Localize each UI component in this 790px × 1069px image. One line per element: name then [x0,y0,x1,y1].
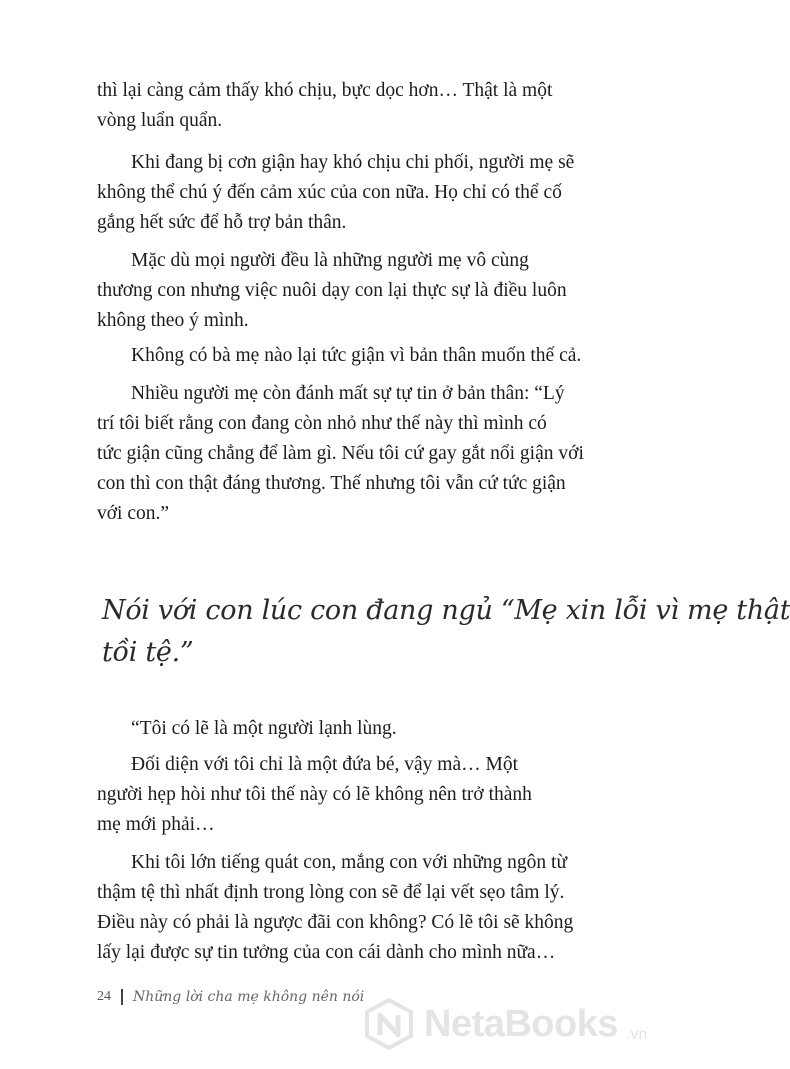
text-line: Điều này có phải là ngược đãi con không? Có lẽ tôi sẽ không [97,912,574,933]
text-line: tức giận cũng chẳng để làm gì. Nếu tôi cứ gay gắt nổi giận với [97,443,584,464]
text-line: không theo ý mình. [97,310,249,331]
paragraph-text [97,714,605,744]
paragraph [97,379,605,529]
paragraph-text [97,246,605,336]
text-line: vòng luẩn quẩn. [97,110,223,131]
paragraph-text [97,341,605,371]
book-title: Những lời cha mẹ không nên nói [133,989,365,1005]
text-line: Không có bà mẹ nào lại tức giận vì bản thân muốn thế cả. [131,345,582,366]
text-line: không thể chú ý đến cảm xúc của con nữa. Họ chỉ có thể cố [97,182,562,203]
page-number: 24 [97,989,111,1004]
text-line: thương con nhưng việc nuôi dạy con lại thực sự là điều luôn [97,280,567,301]
text-line: Khi đang bị cơn giận hay khó chịu chi phối, người mẹ sẽ [131,152,575,173]
paragraph-text [97,148,605,238]
text-line: Đối diện với tôi chỉ là một đứa bé, vậy mà… Một [131,754,518,775]
text-line: gắng hết sức để hỗ trợ bản thân. [97,212,347,233]
heading-line: tồi tệ.” [102,637,194,668]
text-line: Khi tôi lớn tiếng quát con, mắng con với những ngôn từ [131,852,568,873]
paragraph [97,750,605,840]
text-line: thậm tệ thì nhất định trong lòng con sẽ để lại vết sẹo tâm lý. [97,882,565,903]
text-line: trí tôi biết rằng con đang còn nhỏ như thế này thì mình có [97,413,547,434]
paragraph [97,341,605,371]
paragraph [97,714,605,744]
paragraph-text [97,76,605,136]
paragraph-text [97,848,605,968]
page-footer [97,985,364,1009]
text-line: người hẹp hòi như tôi thế này có lẽ không nên trở thành [97,784,532,805]
text-line: mẹ mới phải… [97,814,215,835]
paragraph [97,848,605,968]
watermark [362,994,647,1054]
footer-divider [121,989,123,1005]
heading-line: Nói với con lúc con đang ngủ “Mẹ xin lỗi vì mẹ thật [102,595,790,626]
text-line: “Tôi có lẽ là một người lạnh lùng. [131,718,397,739]
paragraph [97,148,605,238]
paragraph [97,76,605,136]
paragraph-text [97,750,605,840]
paragraph [97,246,605,336]
text-line: với con.” [97,503,170,524]
text-line: lấy lại được sự tin tưởng của con cái dành cho mình nữa… [97,942,556,963]
watermark-tld: .vn [626,1026,648,1043]
section-heading [102,590,790,674]
netabooks-logo-icon [362,997,416,1051]
text-line: Nhiều người mẹ còn đánh mất sự tự tin ở bản thân: “Lý [131,383,565,404]
paragraph-text [97,379,605,529]
text-line: con thì con thật đáng thương. Thế nhưng tôi vẫn cứ tức giận [97,473,566,494]
text-line: Mặc dù mọi người đều là những người mẹ vô cùng [131,250,529,271]
watermark-brand: NetaBooks [424,1002,618,1045]
text-line: thì lại càng cảm thấy khó chịu, bực dọc hơn… Thật là một [97,80,553,101]
